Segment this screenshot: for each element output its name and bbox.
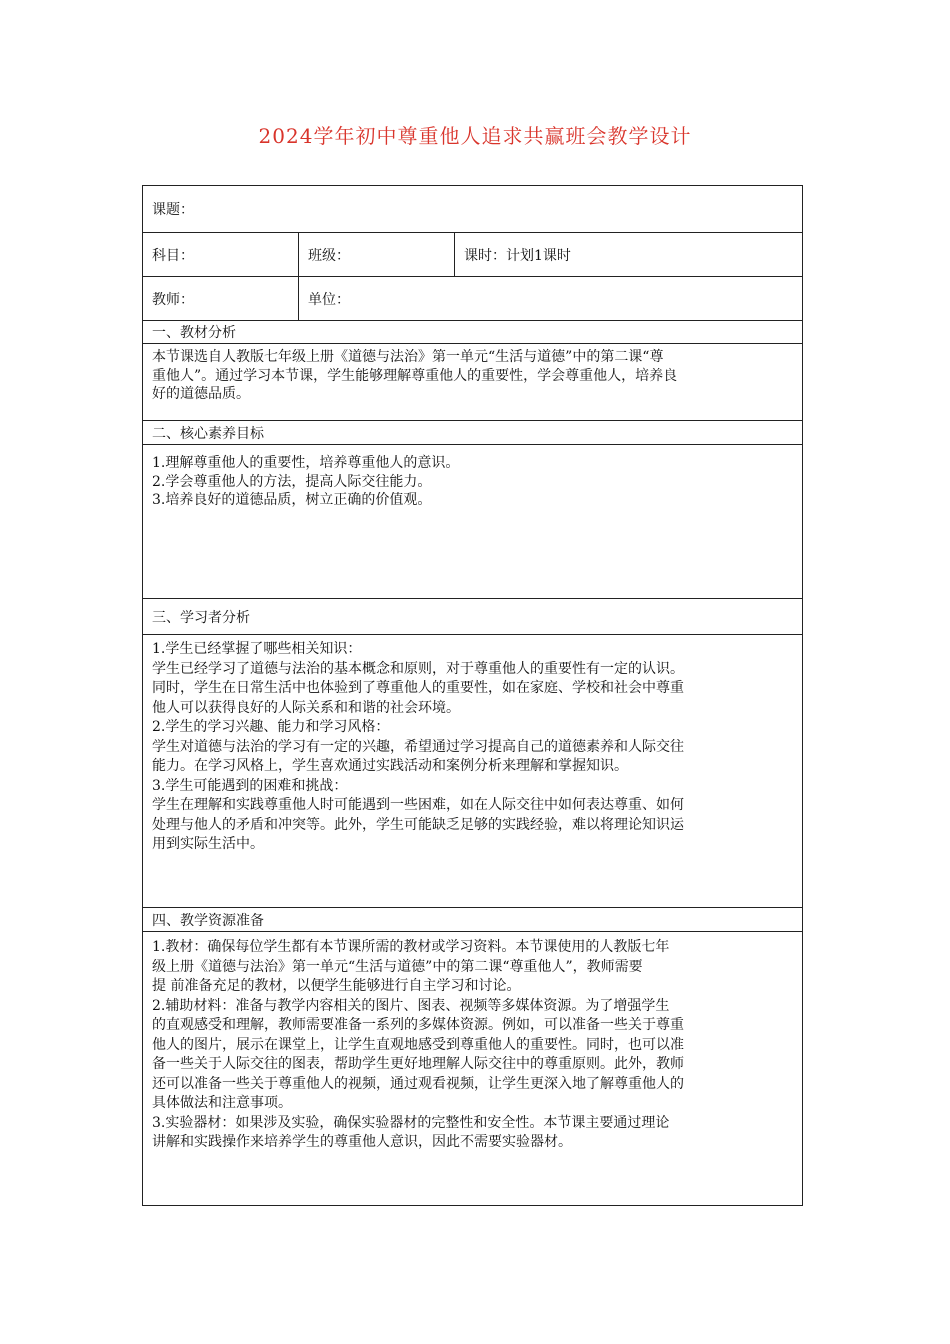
section3-heading-row <box>143 599 802 635</box>
section4-line: 还可以准备一些关于尊重他人的视频，通过观看视频，让学生更深入地了解尊重他人的 <box>152 1075 684 1092</box>
section3-line: 他人可以获得良好的人际关系和和谐的社会环境。 <box>152 699 460 716</box>
class-hours-label: 课时：计划1课时 <box>464 247 571 264</box>
document-title: 2024学年初中尊重他人追求共赢班会教学设计 <box>258 124 692 148</box>
section3-line: 1.学生已经掌握了哪些相关知识： <box>152 641 362 657</box>
section3-line: 学生已经学习了道德与法治的基本概念和原则，对于尊重他人的重要性有一定的认识。 <box>152 660 684 677</box>
class-label: 班级： <box>308 247 350 264</box>
subject-label: 科目： <box>152 247 194 264</box>
lesson-plan-table <box>142 185 803 1206</box>
section4-line: 具体做法和注意事项。 <box>152 1095 292 1111</box>
section4-line: 提 前准备充足的教材，以便学生能够进行自主学习和讨论。 <box>152 978 521 994</box>
section3-line: 学生对道德与法治的学习有一定的兴趣，希望通过学习提高自己的道德素养和人际交往 <box>152 738 684 755</box>
section2-line: 2.学会尊重他人的方法，提高人际交往能力。 <box>152 473 432 490</box>
section3-line: 2.学生的学习兴趣、能力和学习风格： <box>152 719 390 735</box>
section1-line: 好的道德品质。 <box>152 386 250 402</box>
section4-line: 3.实验器材：如果涉及实验，确保实验器材的完整性和安全性。本节课主要通过理论 <box>152 1114 670 1131</box>
section4-body <box>143 932 802 1205</box>
section4-line: 2.辅助材料：准备与教学内容相关的图片、图表、视频等多媒体资源。为了增强学生 <box>152 997 670 1014</box>
topic-row <box>143 186 802 233</box>
section3-line: 3.学生可能遇到的困难和挑战： <box>152 777 348 794</box>
section3-line: 同时，学生在日常生活中也体验到了尊重他人的重要性，如在家庭、学校和社会中尊重 <box>152 680 684 696</box>
section3-line: 用到实际生活中。 <box>152 836 264 852</box>
topic-label: 课题： <box>152 202 194 218</box>
section3-line: 能力。在学习风格上，学生喜欢通过实践活动和案例分析来理解和掌握知识。 <box>152 758 628 774</box>
unit-label: 单位： <box>308 291 350 308</box>
section4-line: 备一些关于人际交往的图表，帮助学生更好地理解人际交往中的尊重原则。此外，教师 <box>152 1056 684 1072</box>
section4-line: 级上册《道德与法治》第一单元“生活与道德”中的第二课“尊重他人”，教师需要 <box>152 958 643 975</box>
section3-line: 处理与他人的矛盾和冲突等。此外，学生可能缺乏足够的实践经验，难以将理论知识运 <box>152 816 684 833</box>
section4-heading-row <box>143 908 802 932</box>
subject-row <box>143 233 802 277</box>
section1-heading: 一、教材分析 <box>152 325 236 341</box>
section3-line: 学生在理解和实践尊重他人时可能遇到一些困难，如在人际交往中如何表达尊重、如何 <box>152 797 684 813</box>
section2-heading: 二、核心素养目标 <box>152 425 264 442</box>
section2-line: 3.培养良好的道德品质，树立正确的价值观。 <box>152 492 432 508</box>
section2-heading-row <box>143 421 802 445</box>
section1-line: 本节课选自人教版七年级上册《道德与法治》第一单元“生活与道德”中的第二课“尊 <box>152 349 664 365</box>
section4-heading: 四、教学资源准备 <box>152 912 264 929</box>
section3-heading: 三、学习者分析 <box>152 609 250 626</box>
section4-line: 他人的图片，展示在课堂上，让学生直观地感受到尊重他人的重要性。同时，也可以准 <box>152 1036 684 1053</box>
section3-body <box>143 635 802 908</box>
teacher-label: 教师： <box>152 291 194 308</box>
section4-line: 1.教材：确保每位学生都有本节课所需的教材或学习资料。本节课使用的人教版七年 <box>152 939 670 955</box>
section1-heading-row <box>143 321 802 344</box>
section2-body <box>143 445 802 599</box>
section4-line: 讲解和实践操作来培养学生的尊重他人意识，因此不需要实验器材。 <box>152 1134 572 1150</box>
section1-line: 重他人”。通过学习本节课，学生能够理解尊重他人的重要性，学会尊重他人，培养良 <box>152 367 678 384</box>
section1-body <box>143 344 802 421</box>
section2-line: 1.理解尊重他人的重要性，培养尊重他人的意识。 <box>152 455 460 471</box>
teacher-row <box>143 277 802 321</box>
section4-line: 的直观感受和理解，教师需要准备一系列的多媒体资源。例如，可以准备一些关于尊重 <box>152 1017 684 1033</box>
